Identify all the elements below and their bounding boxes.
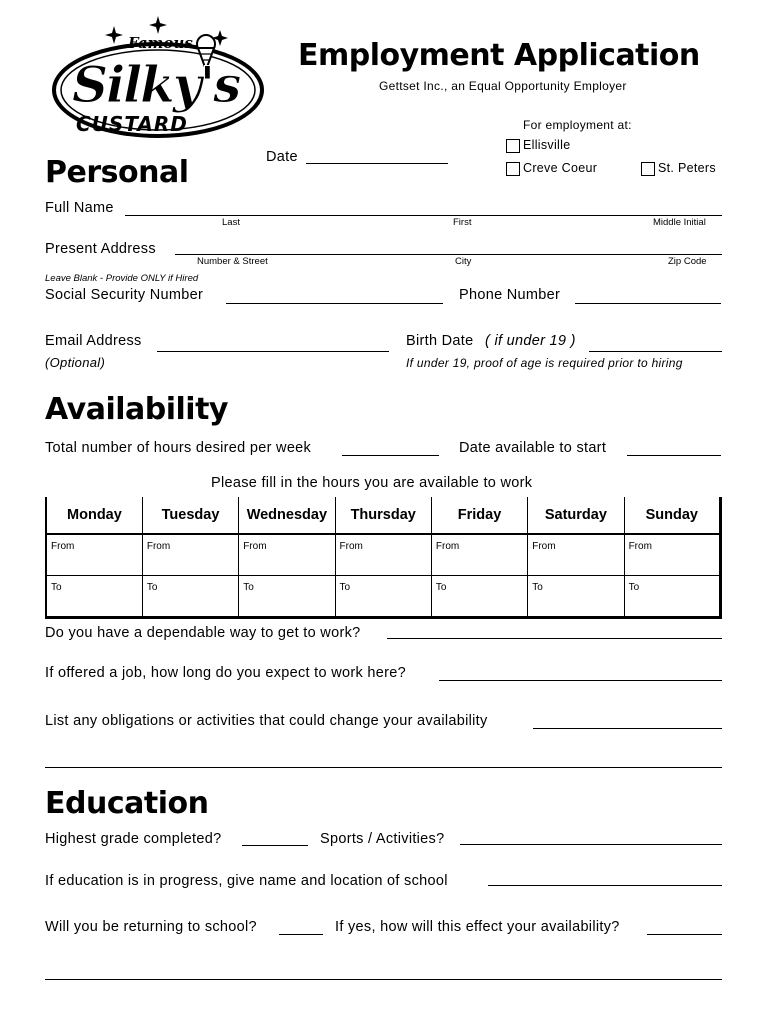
- returning-to-school-label: Will you be returning to school?: [45, 919, 257, 935]
- address-label: Present Address: [45, 241, 156, 257]
- sunday-from-cell[interactable]: From: [624, 534, 720, 576]
- highest-grade-label: Highest grade completed?: [45, 831, 222, 847]
- email-optional-note: (Optional): [45, 355, 106, 370]
- sports-activities-field[interactable]: [460, 844, 722, 845]
- transport-question: Do you have a dependable way to get to work?: [45, 625, 361, 641]
- phone-label: Phone Number: [459, 287, 561, 303]
- school-in-progress-label: If education is in progress, give name and location of school: [45, 873, 448, 889]
- table-header-row: [46, 497, 721, 534]
- transport-field[interactable]: [387, 638, 722, 639]
- hours-per-week-field[interactable]: [342, 455, 439, 456]
- start-date-field[interactable]: [627, 455, 721, 456]
- ellisville-label: Ellisville: [523, 138, 571, 152]
- logo-silkys-text: Silky's: [72, 55, 240, 114]
- date-label: Date: [266, 149, 298, 165]
- monday-to-cell[interactable]: To: [46, 576, 142, 618]
- start-date-label: Date available to start: [459, 440, 607, 456]
- hours-per-week-label: Total number of hours desired per week: [45, 440, 312, 456]
- obligations-field-line-2[interactable]: [45, 767, 722, 768]
- last-name-sublabel: Last: [222, 217, 240, 228]
- first-name-sublabel: First: [453, 217, 472, 228]
- address-field[interactable]: [175, 254, 722, 255]
- street-sublabel: Number & Street: [197, 256, 268, 267]
- birth-date-inline-note: ( if under 19 ): [485, 333, 576, 349]
- date-field[interactable]: [306, 163, 448, 164]
- personal-heading: Personal: [45, 155, 189, 190]
- creve-coeur-label: Creve Coeur: [523, 161, 598, 175]
- thursday-to-cell[interactable]: To: [335, 576, 431, 618]
- from-row: [46, 534, 721, 576]
- effect-availability-label: If yes, how will this effect your availability?: [335, 919, 620, 935]
- friday-from-cell[interactable]: From: [431, 534, 527, 576]
- highest-grade-field[interactable]: [242, 845, 308, 846]
- day-header-saturday: Saturday: [528, 497, 624, 534]
- day-header-friday: Friday: [431, 497, 527, 534]
- phone-field[interactable]: [575, 303, 721, 304]
- wednesday-to-cell[interactable]: To: [239, 576, 335, 618]
- zip-sublabel: Zip Code: [668, 256, 707, 267]
- page-title: Employment Application: [298, 38, 700, 73]
- availability-heading: Availability: [45, 392, 228, 427]
- education-heading: Education: [45, 786, 209, 821]
- logo-custard-text: CUSTARD: [76, 112, 188, 136]
- birth-date-field[interactable]: [589, 351, 722, 352]
- saturday-to-cell[interactable]: To: [528, 576, 624, 618]
- logo-famous-text: Famous: [128, 34, 193, 52]
- birth-date-label: Birth Date: [406, 333, 474, 349]
- thursday-from-cell[interactable]: From: [335, 534, 431, 576]
- wednesday-from-cell[interactable]: From: [239, 534, 335, 576]
- ellisville-checkbox[interactable]: [506, 139, 520, 153]
- page-subtitle: Gettset Inc., an Equal Opportunity Employer: [379, 79, 627, 93]
- company-logo: [52, 14, 267, 144]
- email-field[interactable]: [157, 351, 389, 352]
- sunday-to-cell[interactable]: To: [624, 576, 720, 618]
- st-peters-checkbox[interactable]: [641, 162, 655, 176]
- city-sublabel: City: [455, 256, 472, 267]
- obligations-question: List any obligations or activities that could change your availability: [45, 713, 488, 729]
- hours-table-caption: Please fill in the hours you are available to work: [211, 475, 533, 491]
- day-header-thursday: Thursday: [335, 497, 431, 534]
- duration-field[interactable]: [439, 680, 722, 681]
- sports-activities-label: Sports / Activities?: [320, 831, 445, 847]
- saturday-from-cell[interactable]: From: [528, 534, 624, 576]
- friday-to-cell[interactable]: To: [431, 576, 527, 618]
- ssn-label: Social Security Number: [45, 287, 204, 303]
- monday-from-cell[interactable]: From: [46, 534, 142, 576]
- email-label: Email Address: [45, 333, 142, 349]
- birth-date-note: If under 19, proof of age is required prior to hiring: [406, 356, 683, 370]
- effect-availability-field-line-2[interactable]: [45, 979, 722, 980]
- day-header-sunday: Sunday: [624, 497, 720, 534]
- creve-coeur-checkbox[interactable]: [506, 162, 520, 176]
- tuesday-to-cell[interactable]: To: [142, 576, 238, 618]
- ssn-field[interactable]: [226, 303, 443, 304]
- ssn-note: Leave Blank - Provide ONLY if Hired: [45, 273, 199, 284]
- day-header-wednesday: Wednesday: [239, 497, 335, 534]
- employment-at-label: For employment at:: [523, 118, 632, 132]
- full-name-label: Full Name: [45, 200, 114, 216]
- st-peters-label: St. Peters: [658, 161, 716, 175]
- middle-initial-sublabel: Middle Initial: [653, 217, 706, 228]
- day-header-tuesday: Tuesday: [142, 497, 238, 534]
- obligations-field[interactable]: [533, 728, 722, 729]
- to-row: [46, 576, 721, 618]
- school-in-progress-field[interactable]: [488, 885, 722, 886]
- tuesday-from-cell[interactable]: From: [142, 534, 238, 576]
- day-header-monday: Monday: [46, 497, 142, 534]
- duration-question: If offered a job, how long do you expect to work here?: [45, 665, 406, 681]
- effect-availability-field[interactable]: [647, 934, 722, 935]
- full-name-field[interactable]: [125, 215, 722, 216]
- returning-to-school-field[interactable]: [279, 934, 323, 935]
- availability-hours-table: [45, 497, 722, 619]
